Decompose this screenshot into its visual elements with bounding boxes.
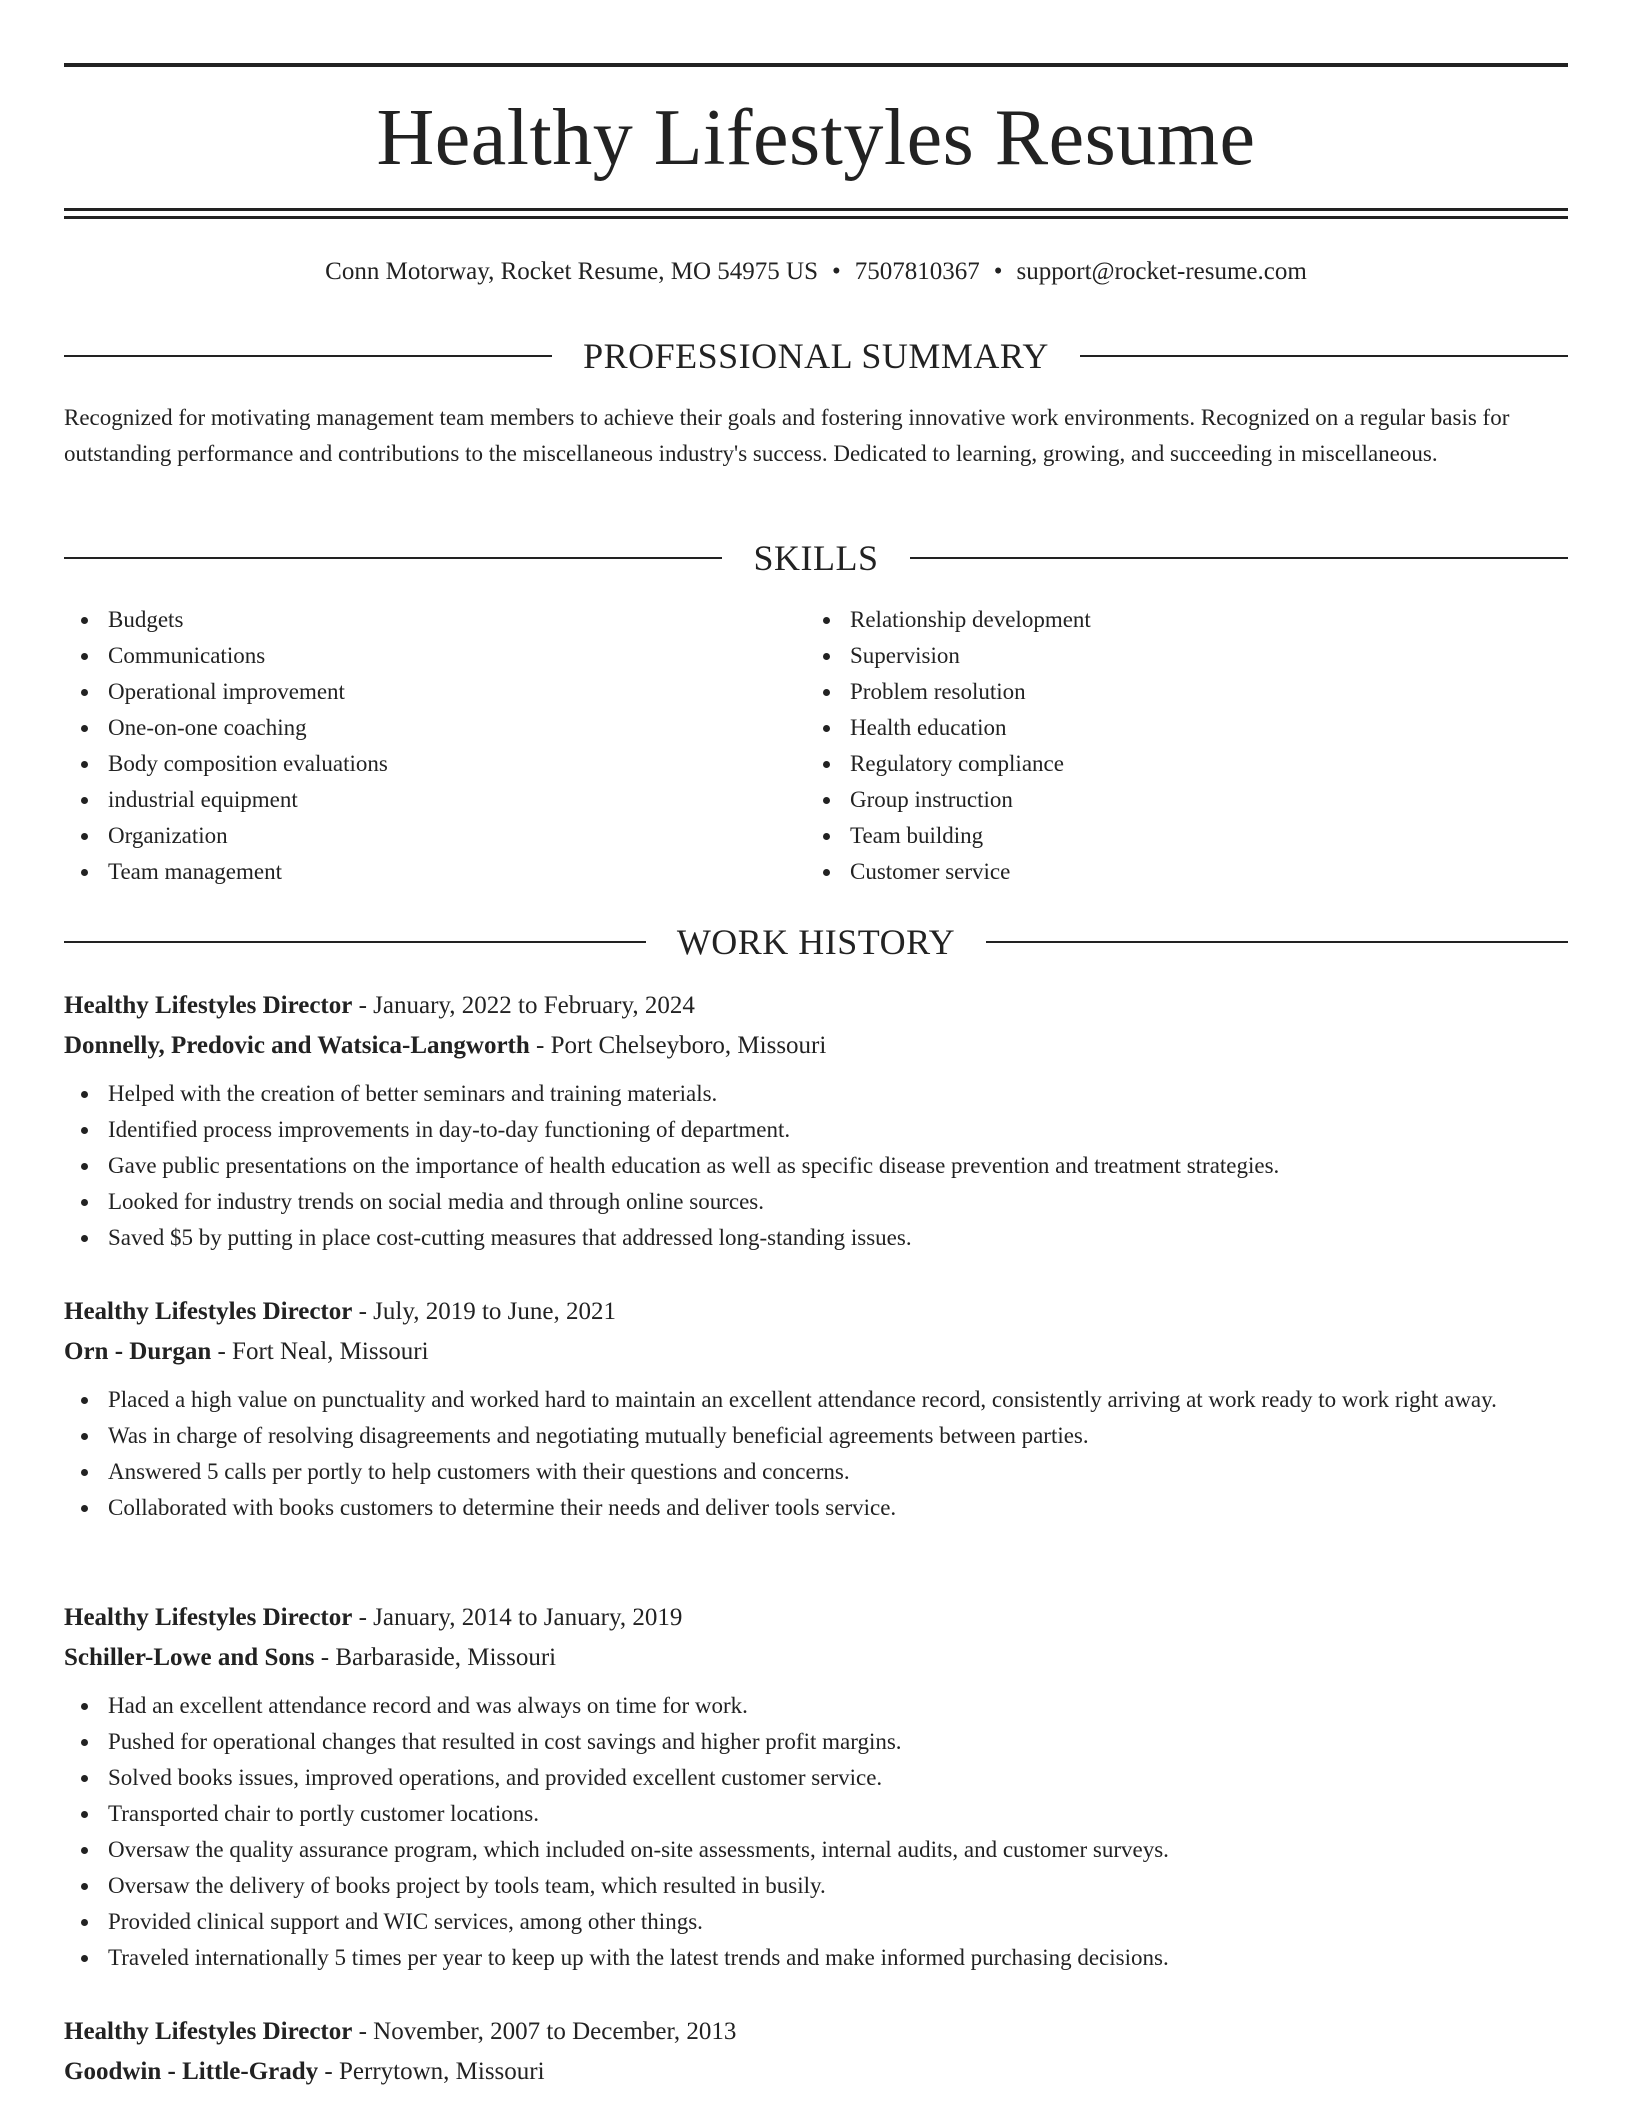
job-bullets (64, 1076, 1568, 1256)
contact-separator: • (993, 258, 1003, 285)
job-title-line (64, 1292, 1568, 1332)
skill-item: Supervision (806, 638, 1546, 674)
skill-item: Team management (64, 854, 804, 890)
job-location: - Barbaraside, Missouri (314, 1644, 557, 1671)
job-bullet: Saved $5 by putting in place cost-cutting measures that addressed long-standing issues. (64, 1220, 1568, 1256)
skill-item: Regulatory compliance (806, 746, 1546, 782)
job-bullets (64, 1688, 1568, 1976)
heading-rule (1080, 355, 1568, 357)
job-company-line (64, 1026, 1568, 1066)
skill-item: Operational improvement (64, 674, 804, 710)
job-bullets (64, 1382, 1568, 1526)
skill-item: industrial equipment (64, 782, 804, 818)
job-bullet: Was in charge of resolving disagreements and negotiating mutually beneficial agreements between parties. (64, 1418, 1568, 1454)
contact-email: support@rocket-resume.com (1016, 258, 1307, 285)
skills-list-right (806, 602, 1546, 890)
job-bullet: Identified process improvements in day-to-day functioning of department. (64, 1112, 1568, 1148)
section-heading-label: PROFESSIONAL SUMMARY (583, 336, 1049, 376)
job-location: - Port Chelseyboro, Missouri (529, 1032, 827, 1059)
job-bullet: Collaborated with books customers to determine their needs and deliver tools service. (64, 1490, 1568, 1526)
section-heading-label: SKILLS (753, 538, 879, 578)
job-bullet: Oversaw the delivery of books project by tools team, which resulted in busily. (64, 1868, 1568, 1904)
job-company: Schiller-Lowe and Sons (64, 1644, 315, 1671)
job-bullet: Traveled internationally 5 times per year to keep up with the latest trends and make informed purchasing decisions. (64, 1940, 1568, 1976)
skill-item: Communications (64, 638, 804, 674)
job-entry (64, 986, 1568, 1256)
job-company-line (64, 1638, 1568, 1678)
section-heading-summary (64, 334, 1568, 378)
job-dates: - November, 2007 to December, 2013 (352, 2018, 737, 2045)
heading-rule (910, 557, 1568, 559)
skill-item: Group instruction (806, 782, 1546, 818)
skill-item: Team building (806, 818, 1546, 854)
job-bullet: Answered 5 calls per portly to help customers with their questions and concerns. (64, 1454, 1568, 1490)
skill-item: Problem resolution (806, 674, 1546, 710)
contact-phone: 7507810367 (854, 258, 980, 285)
job-title: Healthy Lifestyles Director (64, 2018, 353, 2045)
skill-item: Organization (64, 818, 804, 854)
job-title-line (64, 1598, 1568, 1638)
title-rule (64, 208, 1568, 211)
job-title-line (64, 2012, 1568, 2052)
skill-item: Budgets (64, 602, 804, 638)
top-rule (64, 63, 1568, 67)
job-entry (64, 2012, 1568, 2092)
job-company-line (64, 1332, 1568, 1372)
job-title: Healthy Lifestyles Director (64, 1298, 353, 1325)
job-dates: - January, 2022 to February, 2024 (352, 992, 695, 1019)
skill-item: Body composition evaluations (64, 746, 804, 782)
job-location: - Fort Neal, Missouri (211, 1338, 429, 1365)
contact-address: Conn Motorway, Rocket Resume, MO 54975 US (325, 258, 818, 285)
job-title-line (64, 986, 1568, 1026)
section-heading-label: WORK HISTORY (676, 922, 956, 962)
job-title: Healthy Lifestyles Director (64, 992, 353, 1019)
title-rule (64, 216, 1568, 219)
skill-item: Customer service (806, 854, 1546, 890)
job-bullet: Provided clinical support and WIC services, among other things. (64, 1904, 1568, 1940)
job-company: Goodwin - Little-Grady (64, 2058, 319, 2085)
job-bullet: Solved books issues, improved operations, and provided excellent customer service. (64, 1760, 1568, 1796)
job-bullet: Placed a high value on punctuality and worked hard to maintain an excellent attendance record, consistently arriving at work ready to work right away. (64, 1382, 1568, 1418)
contact-separator: • (831, 258, 841, 285)
job-entry (64, 1292, 1568, 1526)
skill-item: Health education (806, 710, 1546, 746)
page-title: Healthy Lifestyles Resume (376, 94, 1256, 182)
job-title: Healthy Lifestyles Director (64, 1604, 353, 1631)
job-bullet: Had an excellent attendance record and was always on time for work. (64, 1688, 1568, 1724)
job-bullet: Pushed for operational changes that resulted in cost savings and higher profit margins. (64, 1724, 1568, 1760)
professional-summary: Recognized for motivating management team members to achieve their goals and fostering innovative work environments. Recognized on a regular basis for outstanding performance and contributions to the miscellaneous industry's success. Dedicated to learning, growing, and succeeding in miscellaneous. (64, 405, 1510, 466)
job-company: Orn - Durgan (64, 1338, 212, 1365)
skills-list-left (64, 602, 804, 890)
contact-line (64, 255, 1568, 289)
job-company: Donnelly, Predovic and Watsica-Langworth (64, 1032, 530, 1059)
section-heading-skills (64, 536, 1568, 580)
job-bullet: Transported chair to portly customer locations. (64, 1796, 1568, 1832)
skill-item: Relationship development (806, 602, 1546, 638)
heading-rule (986, 941, 1568, 943)
job-bullet: Helped with the creation of better seminars and training materials. (64, 1076, 1568, 1112)
job-company-line (64, 2052, 1568, 2092)
section-heading-work (64, 920, 1568, 964)
job-dates: - July, 2019 to June, 2021 (352, 1298, 616, 1325)
job-entry (64, 1598, 1568, 1976)
job-dates: - January, 2014 to January, 2019 (352, 1604, 683, 1631)
job-location: - Perrytown, Missouri (318, 2058, 545, 2085)
job-bullet: Gave public presentations on the importance of health education as well as specific disease prevention and treatment strategies. (64, 1148, 1568, 1184)
skill-item: One-on-one coaching (64, 710, 804, 746)
job-bullet: Looked for industry trends on social media and through online sources. (64, 1184, 1568, 1220)
job-bullet: Oversaw the quality assurance program, which included on-site assessments, internal audits, and customer surveys. (64, 1832, 1568, 1868)
